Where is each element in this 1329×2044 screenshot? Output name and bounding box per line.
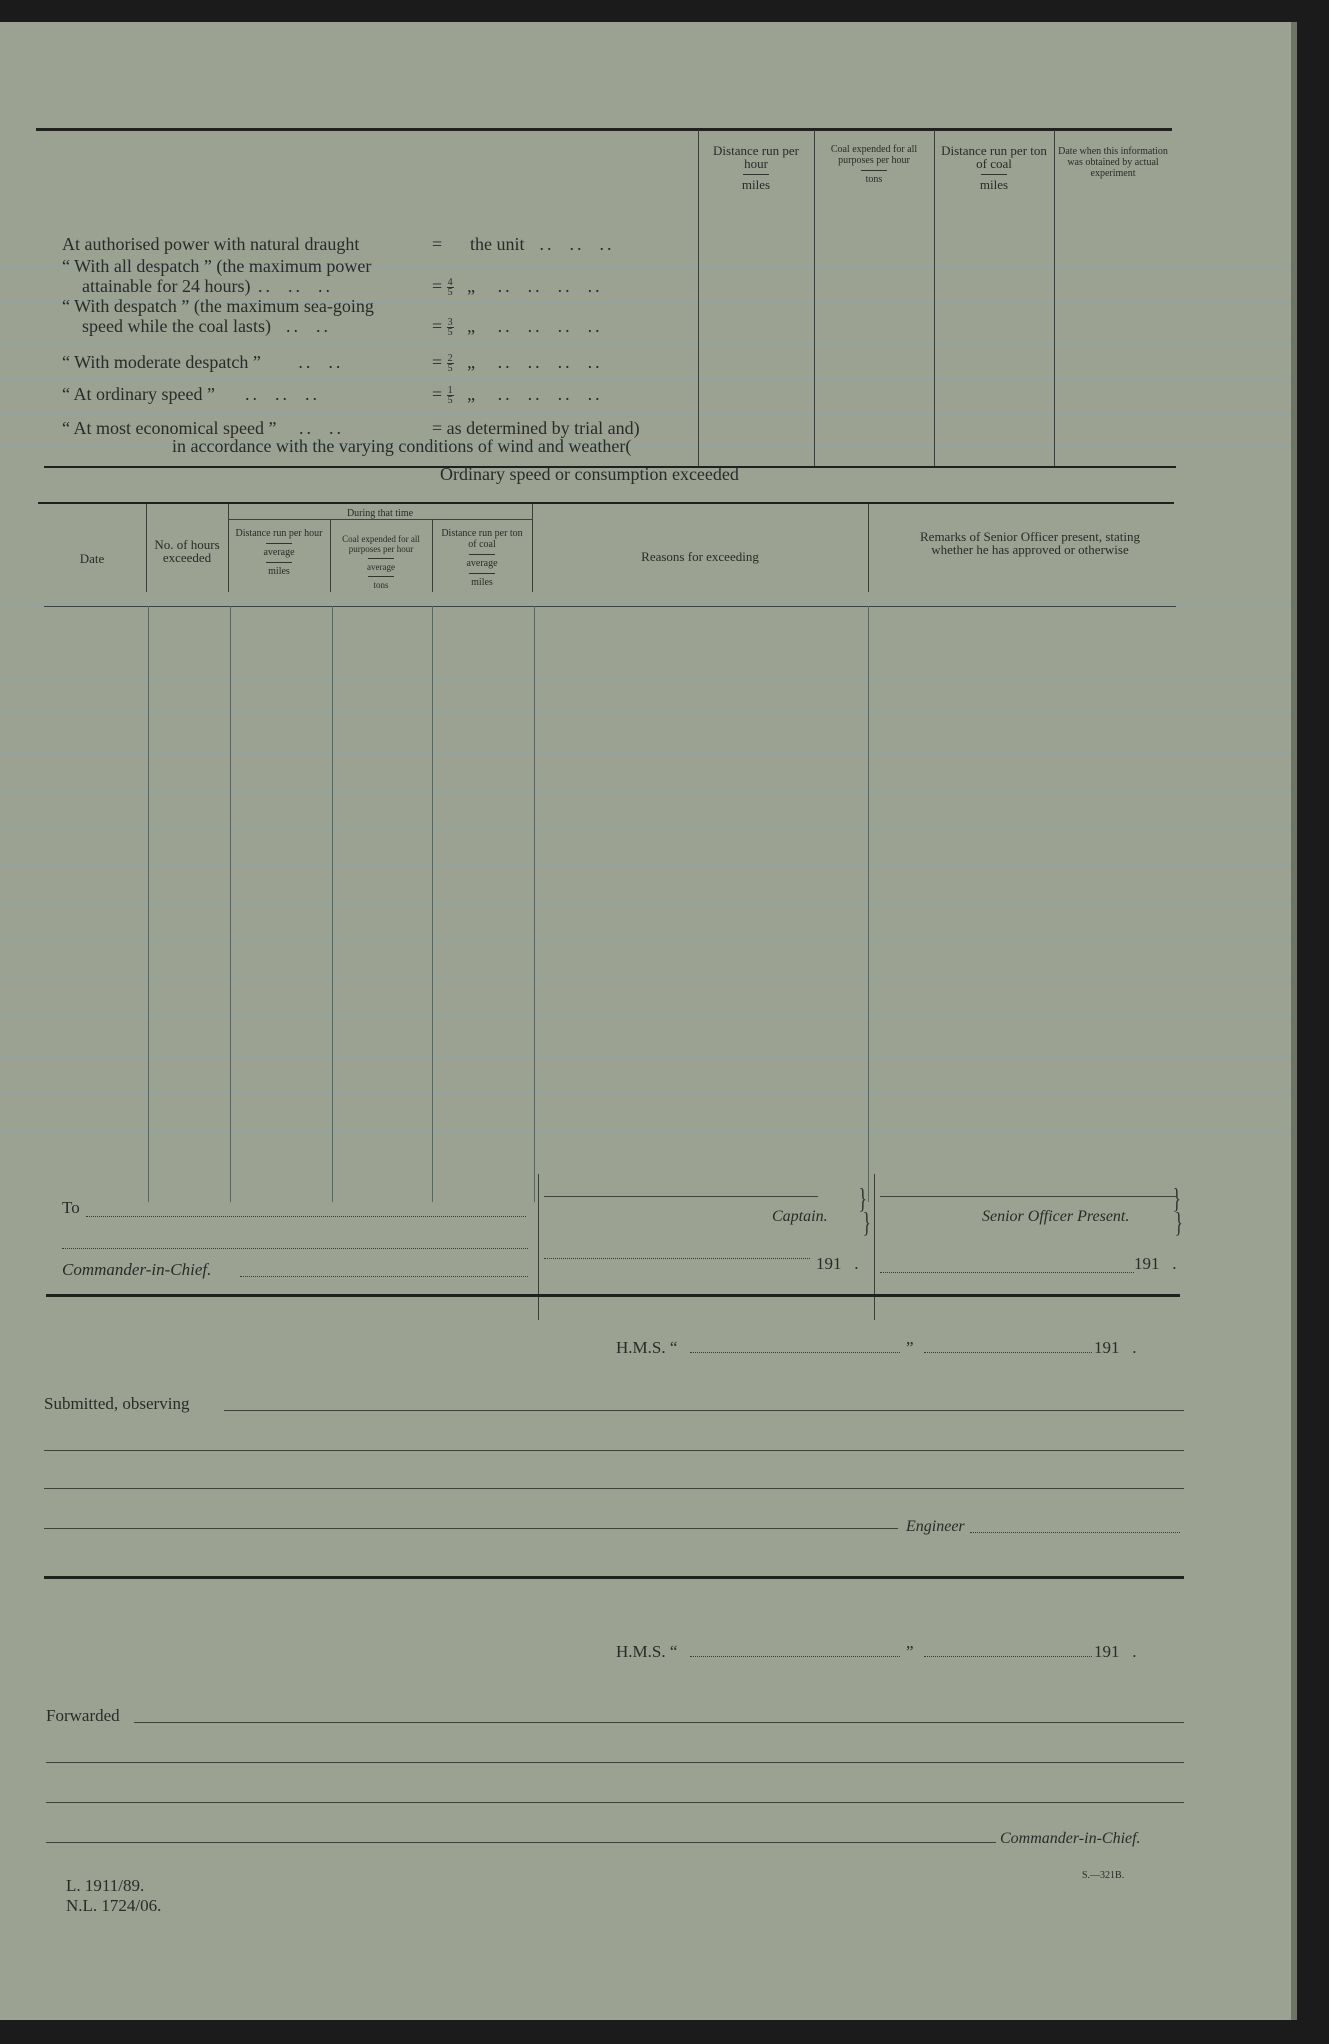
row-authorised-power: At authorised power with natural draught <box>62 234 360 254</box>
form-number: S.—321B. <box>1082 1870 1125 1881</box>
top-rule <box>36 128 1172 131</box>
row-despatch: “ With despatch ” (the maximum sea-going <box>62 296 374 316</box>
row-authorised-value: the unit .. .. .. <box>470 234 615 254</box>
engineer-year: 191 . <box>1094 1338 1137 1357</box>
submitted-label: Submitted, observing <box>44 1394 190 1413</box>
row-economical-value-cont: in accordance with the varying conditions of wind and weather( <box>172 436 632 456</box>
header-remarks: Remarks of Senior Officer present, stating whether he has approved or otherwise <box>920 529 1140 557</box>
row-moderate-despatch: “ With moderate despatch ” .. .. <box>62 352 344 372</box>
commander-in-chief-label: Commander-in-Chief. <box>62 1260 212 1279</box>
header-during-that-time: During that time <box>346 508 414 519</box>
header-distance-per-ton: Distance run per ton of coal miles <box>941 143 1047 192</box>
forward-commander-label: Commander-in-Chief. <box>1000 1830 1141 1847</box>
reference-2: N.L. 1724/06. <box>66 1896 162 1915</box>
header-distance-per-hour: Distance run per hour miles <box>713 143 799 192</box>
engineer-bottom-rule <box>44 1576 1184 1579</box>
reference-1: L. 1911/89. <box>66 1876 145 1895</box>
row-economical-value: = as determined by trial and) <box>432 418 640 438</box>
header-distance-run: Distance run per hour average miles <box>235 528 323 577</box>
senior-officer-year: 191 . <box>1134 1254 1177 1273</box>
header-coal-expended: Coal expended for all purposes per hour average tons <box>342 534 420 590</box>
fraction: $\frac{4}{5}$ <box>447 277 453 299</box>
header-distance-per-ton-coal: Distance run per ton of coal average miles <box>441 528 523 588</box>
row-despatch-cont: speed while the coal lasts) .. .. <box>82 316 331 336</box>
row-economical-speed: “ At most economical speed ” .. .. <box>62 418 344 438</box>
header-date: Date <box>79 551 105 566</box>
to-label: To <box>62 1198 80 1217</box>
forward-year: 191 . <box>1094 1642 1137 1661</box>
captain-year: 191 . <box>816 1254 859 1273</box>
senior-officer-label: Senior Officer Present. <box>982 1208 1130 1225</box>
header-coal-per-hour: Coal expended for all purposes per hour tons <box>830 144 918 185</box>
signature-bottom-rule <box>46 1294 1180 1297</box>
engineer-hms-label: H.M.S. “ <box>616 1338 678 1357</box>
captain-label: Captain. <box>772 1208 828 1225</box>
forward-hms-label: H.M.S. “ <box>616 1642 678 1661</box>
header-date-info: Date when this information was obtained by actual experiment <box>1058 146 1168 179</box>
form-sheet: Distance run per hour miles Coal expended for all purposes per hour tons Distance run per ton of coal miles Date when this information was obtained by actual experiment At authorised power with natural draught = the unit .. .. .. “ With all despatch ” (the maximum power attainable for 24 hours) .. .. .. = $\frac{4}{5}$ „ .. .. .. .. “ With despatch ” (the maximum sea-going speed while the coal lasts) .. .. = $\frac{3}{5}$ „ .. .. .. .. “ With moderate despatch ” .. .. = $\frac{2}{5}$ „ .. .. .. .. “ At ordinary speed ” .. .. .. = $\frac{1}{5}$ „ .. .. .. .. “ At most economical speed ” .. .. = as determined by trial and) in accordance with the varying conditions of wind and weather( Ordinary speed or consumption exceeded During that time Date No. of hours exceeded Distance run per hour average miles Coal expended for all purposes per hour average tons Distance run per ton of coal average miles Reasons for exceeding Remarks of Senior Officer present, stating whether he has approved or otherwise To Commander-in-Chief. } Captain. } 191 . } Senior Officer Present. } 191 . H.M.S. “ ” 191 . Submitted, observing Engineer H.M.S. “ ” 191 . Forwarded Commander-in-Chief. L. 1911/89. N.L. 1724/06. S.—321B. <box>0 22 1297 2020</box>
exceeded-title: Ordinary speed or consumption exceeded <box>440 464 739 484</box>
row-all-despatch-cont: attainable for 24 hours) .. .. .. <box>82 276 333 296</box>
forwarded-label: Forwarded <box>46 1706 120 1725</box>
header-reasons: Reasons for exceeding <box>641 549 759 564</box>
row-ordinary-speed: “ At ordinary speed ” .. .. .. <box>62 384 320 404</box>
header-hours-exceeded: No. of hours exceeded <box>154 537 220 565</box>
engineer-label: Engineer <box>906 1518 965 1535</box>
row-all-despatch: “ With all despatch ” (the maximum power <box>62 256 372 276</box>
